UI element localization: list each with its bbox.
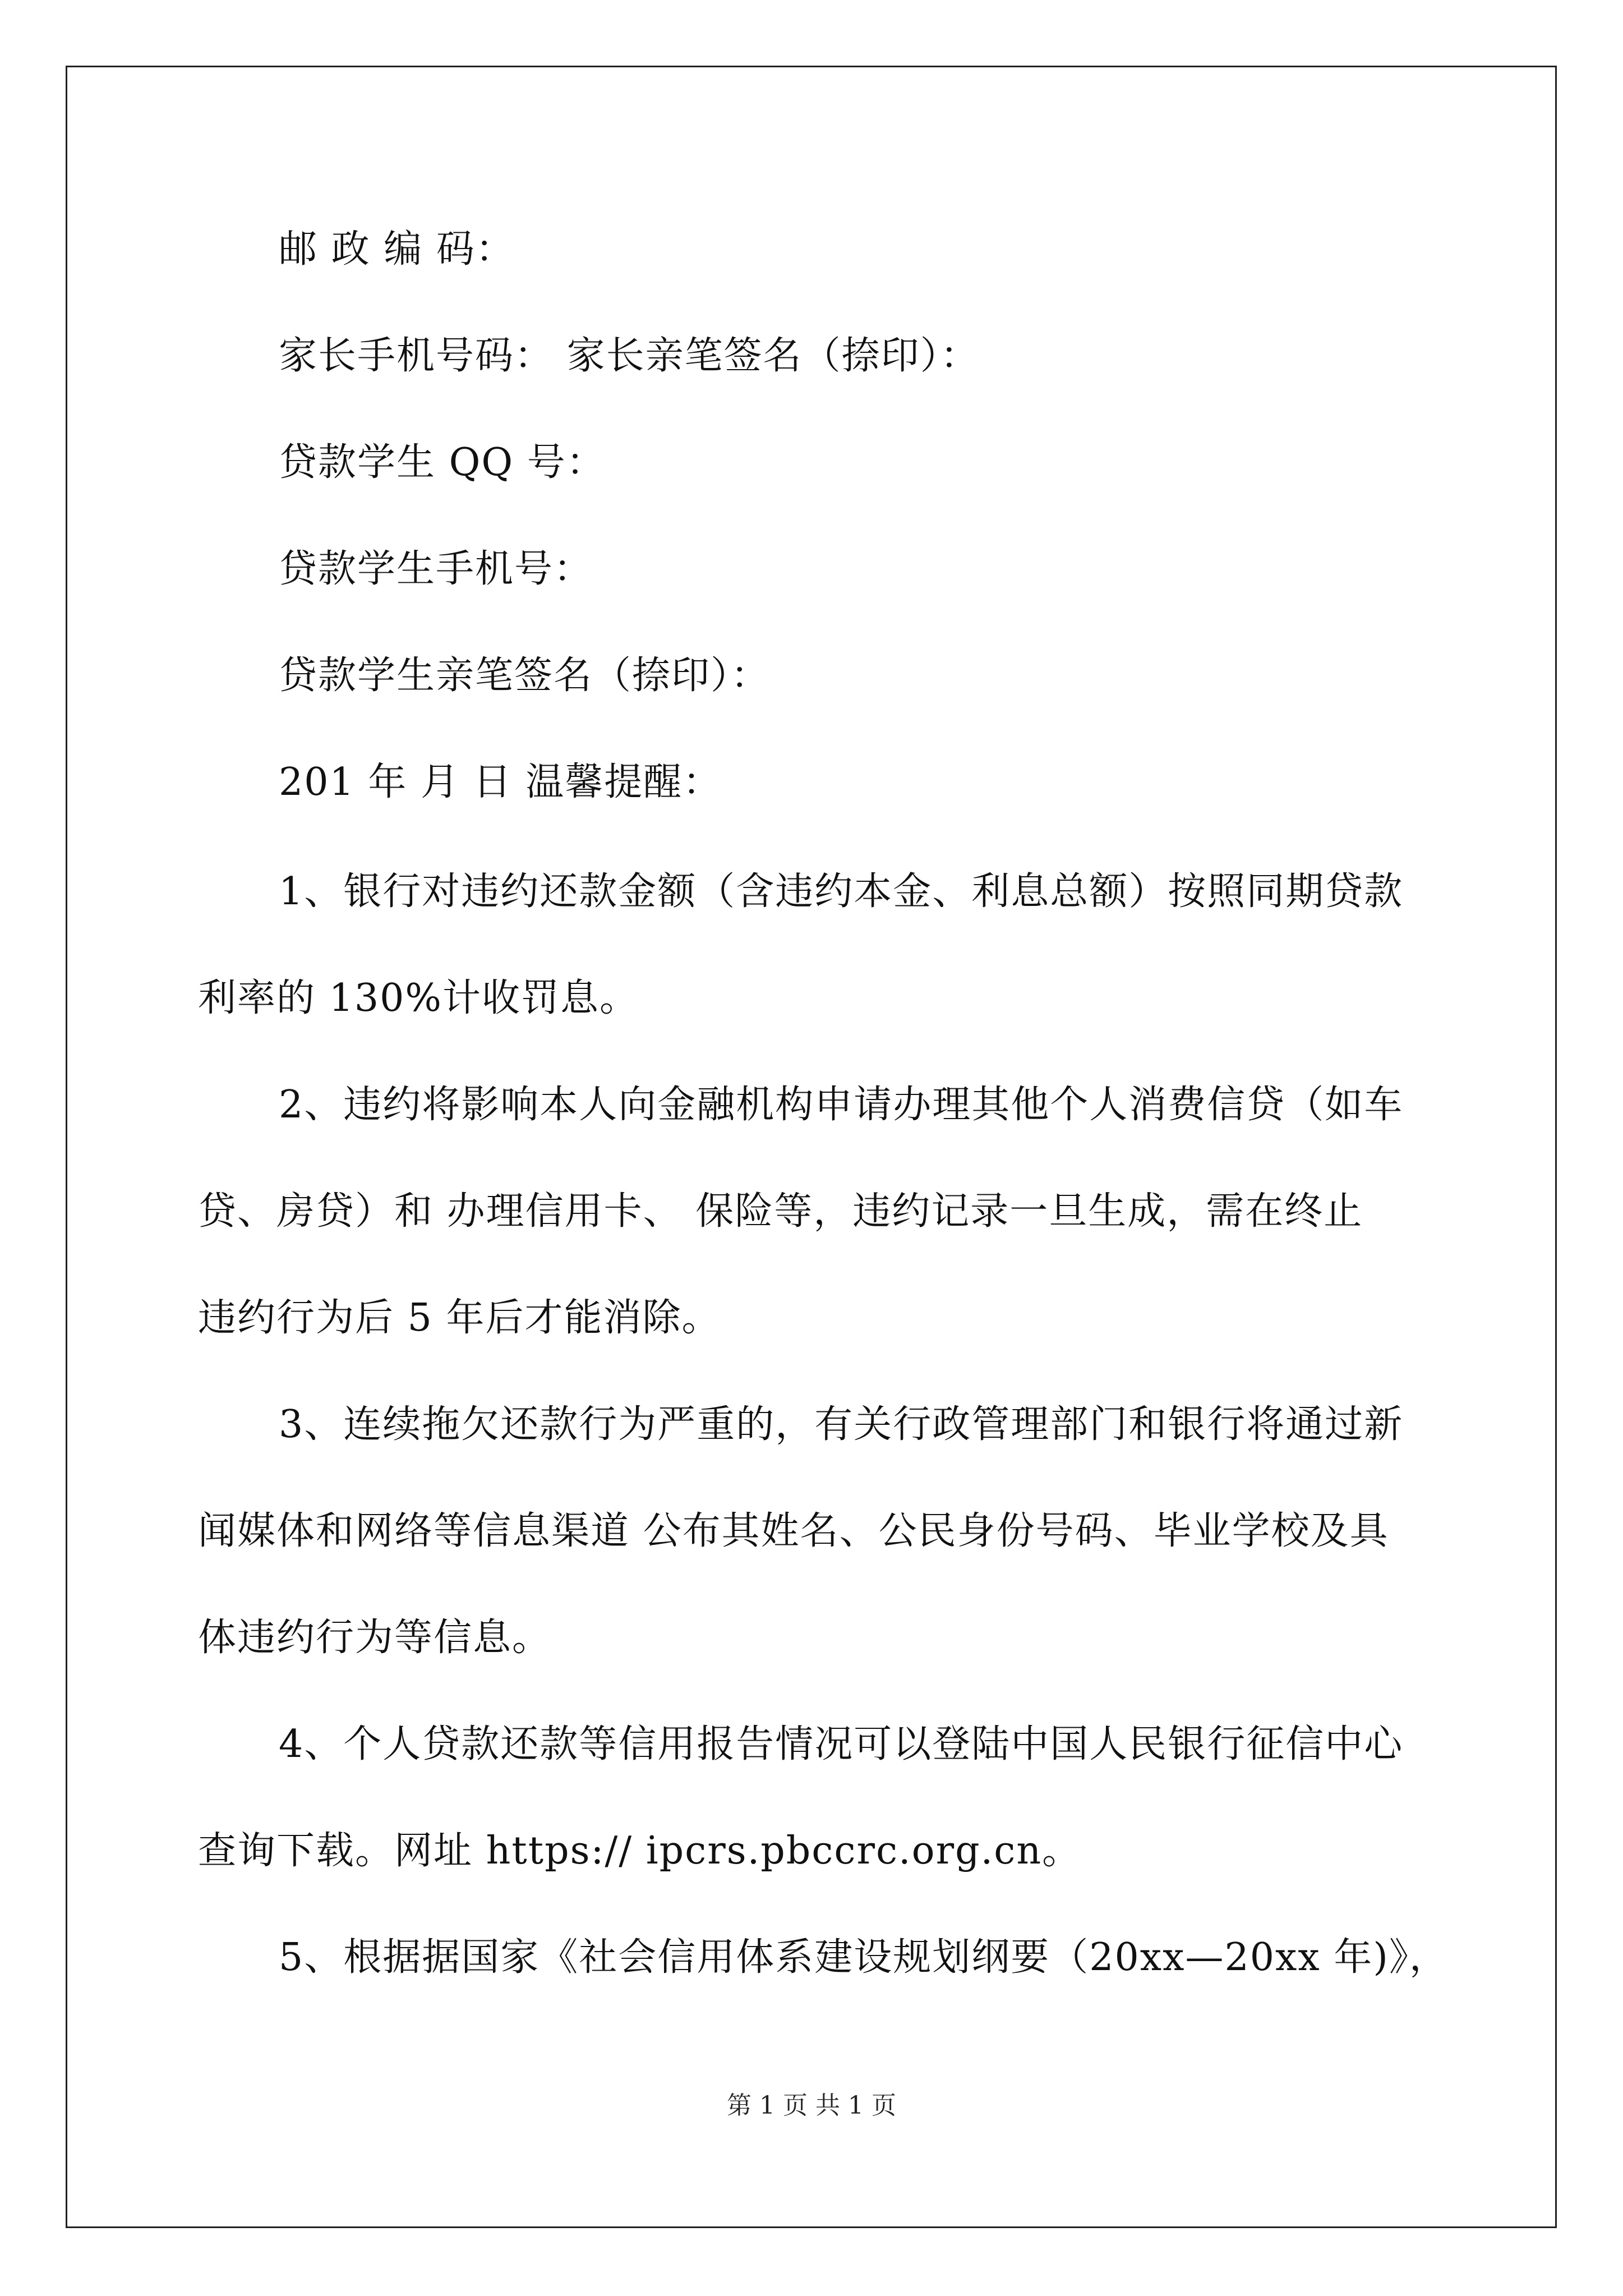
reminder-1-line-2: 利率的 130%计收罚息。	[198, 976, 639, 1020]
reminder-1-line-1: 1、银行对违约还款金额（含违约本金、利息总额）按照同期贷款	[279, 869, 1404, 914]
date-reminder-line: 201 年 月 日 温馨提醒：	[279, 760, 722, 804]
student-phone-label: 贷款学生手机号：	[279, 547, 593, 591]
reminder-3-line-1: 3、连续拖欠还款行为严重的，有关行政管理部门和银行将通过新	[279, 1402, 1404, 1447]
reminder-2-line-2: 贷、房贷）和 办理信用卡、 保险等，违约记录一旦生成，需在终止	[198, 1189, 1363, 1234]
reminder-3-line-3: 体违约行为等信息。	[198, 1616, 552, 1660]
page-border	[66, 66, 1557, 2228]
student-qq-label: 贷款学生 QQ 号：	[279, 440, 606, 485]
reminder-5-line-1: 5、根据据国家《社会信用体系建设规划纲要（20xx—20xx 年)》，	[279, 1935, 1449, 1980]
reminder-4-line-2: 查询下载。网址 https:// ipcrs.pbccrc.org.cn。	[198, 1829, 1082, 1873]
page-footer: 第 1 页 共 1 页	[727, 2091, 896, 2120]
reminder-2-line-3: 违约行为后 5 年后才能消除。	[198, 1296, 721, 1340]
reminder-2-line-1: 2、违约将影响本人向金融机构申请办理其他个人消费信贷（如车	[279, 1083, 1404, 1127]
parent-phone-signature-line: 家长手机号码： 家长亲笔签名（捺印）：	[279, 334, 980, 378]
student-signature-label: 贷款学生亲笔签名（捺印）：	[279, 654, 771, 698]
postal-code-label: 邮 政 编 码：	[279, 227, 515, 272]
reminder-4-line-1: 4、个人贷款还款等信用报告情况可以登陆中国人民银行征信中心	[279, 1722, 1404, 1766]
reminder-3-line-2: 闻媒体和网络等信息渠道 公布其姓名、公民身份号码、毕业学校及具	[198, 1509, 1389, 1553]
